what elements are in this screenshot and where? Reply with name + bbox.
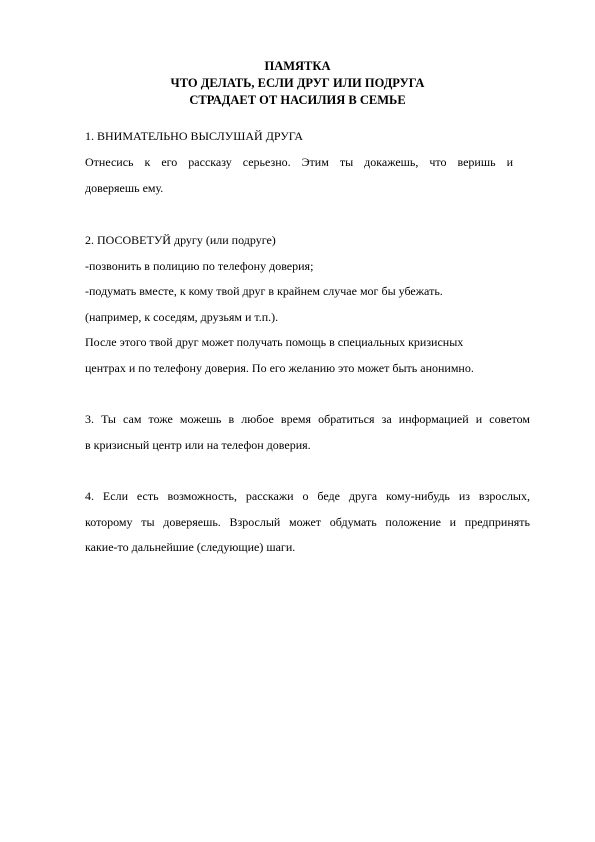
section-3-paragraph-line-2: в кризисный центр или на телефон доверия.: [85, 438, 311, 452]
section-1-paragraph-line-2: доверяешь ему.: [85, 181, 164, 195]
section-2-paragraph-line-1: После этого твой друг может получать помощь в специальных кризисных: [85, 335, 464, 349]
section-4-paragraph-line-2: которому ты доверяешь. Взрослый может обдумать положение и предпринять: [85, 515, 530, 529]
document-subtitle-line-1: ЧТО ДЕЛАТЬ, ЕСЛИ ДРУГ ИЛИ ПОДРУГА: [170, 76, 425, 90]
section-2-paragraph-line-2: центрах и по телефону доверия. По его желанию это может быть анонимно.: [85, 361, 474, 375]
section-2-item-2-example: (например, к соседям, друзьям и т.п.).: [85, 310, 279, 324]
section-1-heading: 1. ВНИМАТЕЛЬНО ВЫСЛУШАЙ ДРУГА: [85, 129, 304, 143]
section-2-item-2: -подумать вместе, к кому твой друг в крайнем случае мог бы убежать.: [85, 284, 443, 298]
document-header: [0, 58, 595, 109]
document-subtitle-line-2: СТРАДАЕТ ОТ НАСИЛИЯ В СЕМЬЕ: [189, 93, 406, 107]
section-2-item-1: -позвонить в полицию по телефону доверия;: [85, 259, 314, 273]
section-4-paragraph-line-3: какие-то дальнейшие (следующие) шаги.: [85, 540, 296, 554]
section-3-paragraph-line-1: 3. Ты сам тоже можешь в любое время обратиться за информацией и советом: [85, 412, 530, 426]
section-1-paragraph-line-1: Отнесись к его рассказу серьезно. Этим ты докажешь, что веришь и: [85, 155, 513, 169]
document-title: ПАМЯТКА: [264, 59, 331, 73]
section-2-heading: 2. ПОСОВЕТУЙ другу (или подруге): [85, 233, 276, 247]
section-4-paragraph-line-1: 4. Если есть возможность, расскажи о беде друга кому-нибудь из взрослых,: [85, 489, 530, 503]
